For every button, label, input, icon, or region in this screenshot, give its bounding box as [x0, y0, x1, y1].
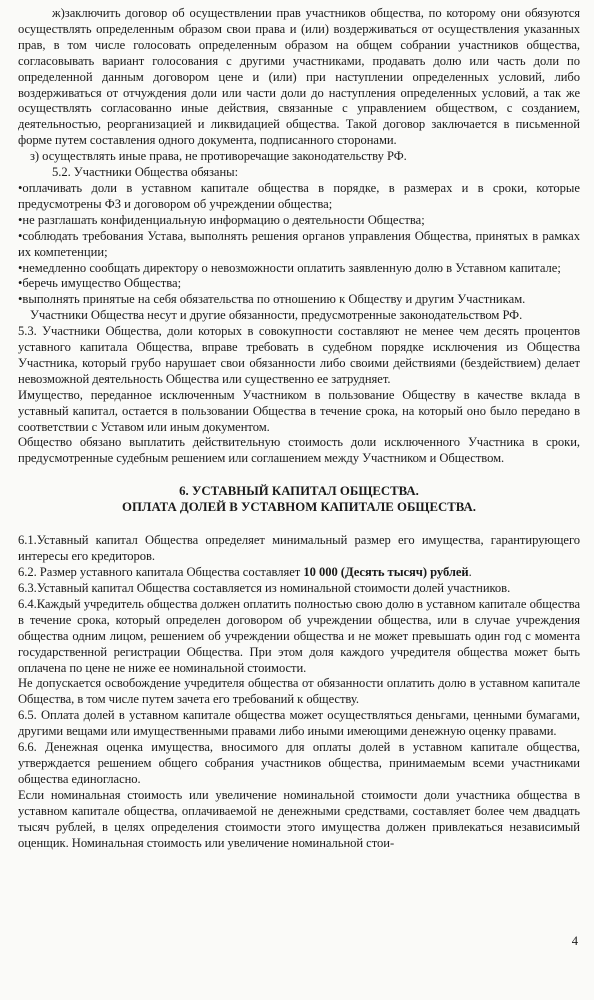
- section-6-heading: [18, 483, 580, 515]
- paragraph-top-8: •выполнять принятые на себя обязательства по отношению к Обществу и другим Участникам.: [18, 292, 526, 307]
- section-heading-line-2: ОПЛАТА ДОЛЕЙ В УСТАВНОМ КАПИТАЛЕ ОБЩЕСТВА.: [122, 500, 476, 515]
- paragraph-top-7: •беречь имущество Общества;: [18, 276, 182, 291]
- paragraph-top-1: з) осуществлять иные права, не противоречащие законодательству РФ.: [30, 149, 407, 164]
- paragraph-top-4: •не разглашать конфиденциальную информацию о деятельности Общества;: [18, 212, 425, 227]
- section-heading-line-1: 6. УСТАВНЫЙ КАПИТАЛ ОБЩЕСТВА.: [179, 484, 419, 499]
- capital-amount: 10 000 (Десять тысяч) рублей: [303, 565, 469, 580]
- paragraph-bottom-1: 6.4.Каждый учредитель общества должен оплатить полностью свою долю в уставном капитале общества в течение срока, который определен договором об учреждении общества, или в случае учреждения общества одним лицом, решением об учреждении общества и не может превышать один год с момента государственной регистрации Общества. При этом доля каждого учредителя общества может быть оплачена по цене не ниже ее номинальной стоимости.: [18, 596, 580, 675]
- paragraph-6-2-prefix: 6.2. Размер уставного капитала Общества составляет: [18, 565, 304, 580]
- page-number: 4: [571, 934, 578, 948]
- section-5-continuation: [18, 6, 580, 467]
- section-6-body: [18, 581, 580, 851]
- paragraph-6-1: 6.1.Уставный капитал Общества определяет минимальный размер его имущества, гарантирующего интересы его кредиторов.: [18, 533, 580, 564]
- paragraph-top-9: Участники Общества несут и другие обязанности, предусмотренные законодательством РФ.: [30, 308, 523, 323]
- paragraph-6-2-suffix: .: [468, 565, 472, 580]
- paragraph-top-11: Имущество, переданное исключенным Участником в пользование Обществу в качестве вклада в уставный капитал, остается в пользовании Общества в течение срока, на который оно было передано в соответствии с Уставом или иным документом.: [18, 387, 580, 434]
- paragraph-top-12: Общество обязано выплатить действительную стоимость доли исключенного Участника в сроки, предусмотренные судебным решением или соглашением между Участником и Обществом.: [18, 435, 580, 466]
- paragraph-bottom-2: Не допускается освобождение учредителя общества от обязанности оплатить долю в уставном капитале Общества, в том числе путем зачета его требований к обществу.: [18, 676, 580, 707]
- paragraph-top-10: 5.3. Участники Общества, доли которых в совокупности составляют не менее чем десять процентов уставного капитала Общества, вправе требовать в судебном порядке исключения из Общества Участника, который грубо нарушает свои обязанности либо своими действиями (бездействием) делает невозможной деятельность Общества или существенно ее затрудняет.: [18, 324, 580, 386]
- paragraph-top-5: •соблюдать требования Устава, выполнять решения органов управления Общества, принятых в рамках их компетенции;: [18, 228, 580, 259]
- paragraph-bottom-0: 6.3.Уставный капитал Общества составляется из номинальной стоимости долей участников.: [18, 581, 511, 595]
- paragraph-6-2: [18, 565, 580, 581]
- paragraph-top-6: •немедленно сообщать директору о невозможности оплатить заявленную долю в Уставном капитале;: [18, 260, 561, 275]
- paragraph-top-3: •оплачивать доли в уставном капитале общества в порядке, в размерах и в сроки, которые предусмотрены ФЗ и договором об учреждении общества;: [18, 180, 580, 211]
- paragraph-bottom-4: 6.6. Денежная оценка имущества, вносимого для оплаты долей в уставном капитале общества, утверждается решением общего собрания участников общества, принимаемым всеми участниками общества единогласно.: [18, 740, 580, 786]
- paragraph-top-0: ж)заключить договор об осуществлении прав участников общества, по которому они обязуются осуществлять определенным образом свои права и (или) воздерживаться от осуществления указанных прав, в том числе голосовать определенным образом на общем собрании участников общества, согласовывать вариант голосования с другими участниками, продавать долю или часть доли по определенной данным договором цене и (или) при наступлении определенных условий, либо воздерживаться от отчуждения доли или части доли до наступления определенных условий, а так же осуществлять согласованно иные действия, связанные с управлением обществом, с созданием, деятельностью, реорганизацией и ликвидацией общества. Такой договор заключается в письменной форме путем составления одного документа, подписанного сторонами.: [18, 6, 580, 148]
- paragraph-bottom-3: 6.5. Оплата долей в уставном капитале общества может осуществляться деньгами, ценными бумагами, другими вещами или имущественными правами либо иными имеющими денежную оценку правами.: [18, 708, 580, 739]
- paragraph-top-2: 5.2. Участники Общества обязаны:: [52, 165, 239, 180]
- paragraph-bottom-5: Если номинальная стоимость или увеличение номинальной стоимости доли участника общества в уставном капитале общества, оплачиваемой не денежными средствами, составляет более чем двадцать тысяч рублей, в целях определения стоимости этого имущества должен привлекаться независимый оценщик. Номинальная стоимость или увеличение номинальной стои-: [18, 787, 580, 850]
